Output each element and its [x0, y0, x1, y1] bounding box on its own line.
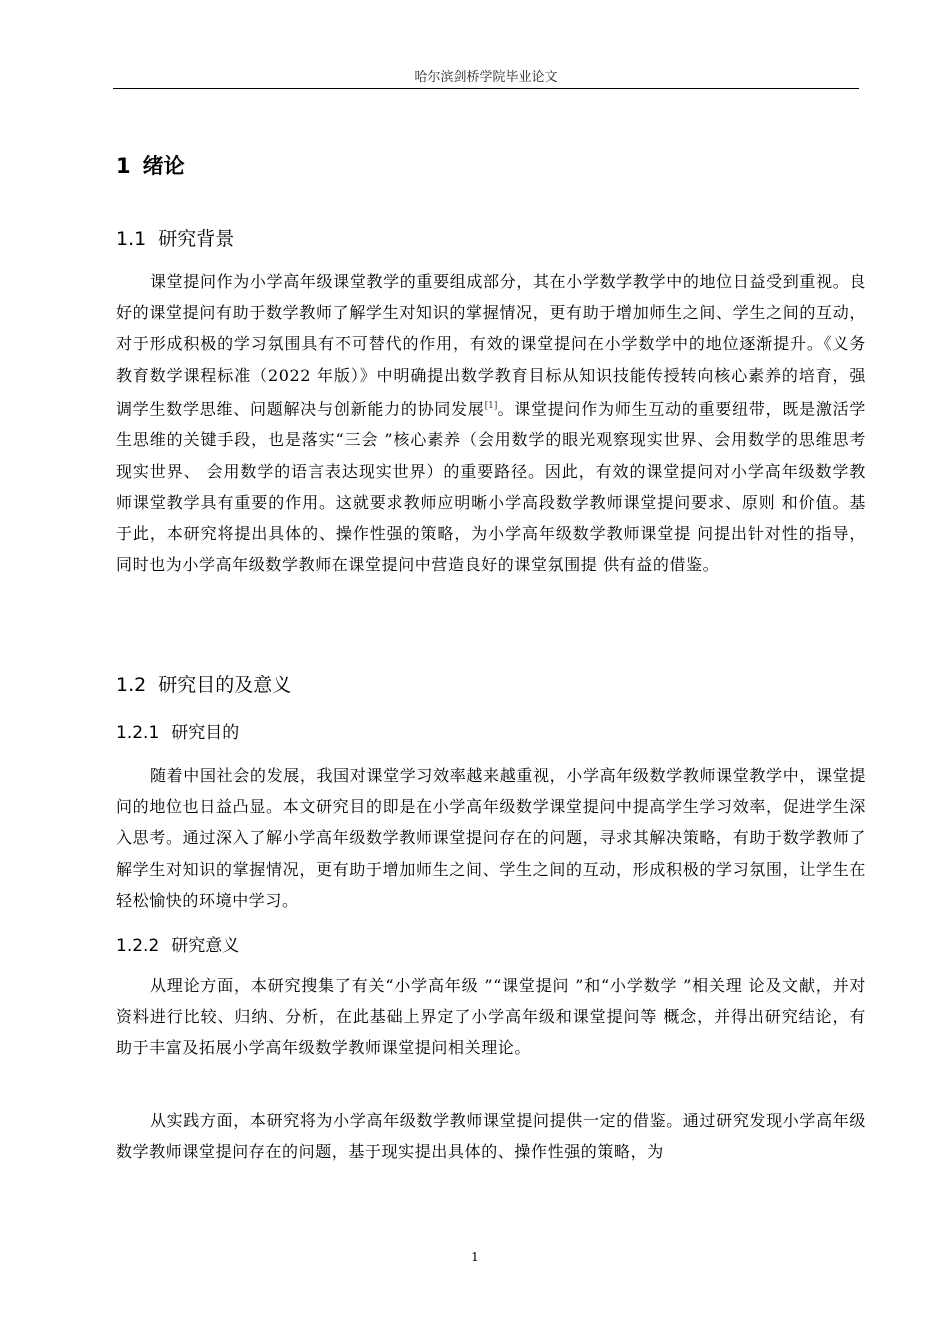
citation-ref: [1] [484, 400, 498, 411]
subsection-title: 研究意义 [171, 936, 240, 956]
subsection-heading-1-2-1 [116, 718, 239, 743]
chapter-heading [116, 150, 185, 180]
paragraph-text: 。课堂提问作为师生互动的重要纽带，既是激活学生思维的关键手段，也是落实“三会 ”核心素养（会用数学的眼光观察现实世界、会用数学的思维思考现实世界、 会用数学的语言表达现实世界）的重要路径。因此，有效的课堂提问对小学高年级数学教 师课堂教学具有重要的作用。这就要求教师应明晰小学高段数学教师课堂提问要求、原则 和价值。基于此，本研究将提出具体的、操作性强的策略，为小学高年级数学教师课堂提 问提出针对性的指导，同时也为小学高年级数学教师在课堂提问中营造良好的课堂氛围提 供有益的借鉴。 [116, 399, 866, 575]
page-number: 1 [471, 1250, 479, 1264]
section-title: 研究目的及意义 [158, 674, 292, 696]
subsection-number: 1.2.2 [116, 936, 160, 956]
paragraph-significance-practice: 从实践方面，本研究将为小学高年级数学教师课堂提问提供一定的借鉴。通过研究发现小学高年级数学教师课堂提问存在的问题，基于现实提出具体的、操作性强的策略，为 [116, 1111, 866, 1162]
chapter-number: 1 [116, 154, 131, 178]
paragraph-purpose: 随着中国社会的发展，我国对课堂学习效率越来越重视，小学高年级数学教师课堂教学中，课堂提问的地位也日益凸显。本文研究目的即是在小学高年级数学课堂提问中提高学生学习效率，促进学生深入思考。通过深入了解小学高年级数学教师课堂提问存在的问题，寻求其解决策略，有助于数学教师了解学生对知识的掌握情况，更有助于增加师生之间、学生之间的互动，形成积极的学习氛围，让学生在轻松愉快的环境中学习。 [116, 766, 866, 910]
paragraph-significance-theory: 从理论方面，本研究搜集了有关“小学高年级 ”“课堂提问 ”和“小学数学 ”相关理 论及文献，并对资料进行比较、归纳、分析，在此基础上界定了小学高年级和课堂提问等 概念，并得出研究结论，有助于丰富及拓展小学高年级数学教师课堂提问相关理论。 [116, 976, 866, 1058]
header-rule [113, 88, 859, 89]
section-number: 1.2 [116, 674, 147, 696]
section-heading-1-1 [116, 224, 234, 251]
subsection-title: 研究目的 [171, 723, 240, 743]
chapter-title: 绪论 [142, 154, 185, 178]
section-heading-1-2 [116, 670, 291, 697]
section-number: 1.1 [116, 228, 147, 250]
paragraph-text: 课堂提问作为小学高年级课堂教学的重要组成部分，其在小学数学教学中的地位日益受到重视。良好的课堂提问有助于数学教师了解学生对知识的掌握情况，更有助于增加师生之间、学生之间的互动，对于形成积极的学习氛围具有不可替代的作用，有效的课堂提问在小学数学中的地位逐渐提升。《义务教育数学课程标准（2022 年版）》中明确提出数学教育目标从知识技能传授转向核心素养的培育，强调学生数学思维、问题解决与创新能力的协同发展 [116, 272, 866, 419]
running-header: 哈尔滨剑桥学院毕业论文 [414, 70, 558, 85]
subsection-number: 1.2.1 [116, 723, 160, 743]
subsection-heading-1-2-2 [116, 931, 239, 956]
section-title: 研究背景 [158, 228, 235, 250]
paragraph-background [116, 266, 866, 580]
